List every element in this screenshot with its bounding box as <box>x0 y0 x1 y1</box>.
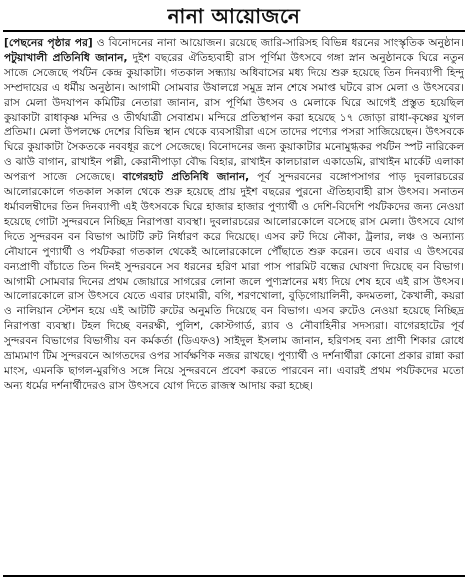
body-text: ও বিনোদনের নানা আয়োজন। রয়েছে জারি-সারিসহ বিভিন্ন ধরনের সাংস্কৃতিক অনুষ্ঠান। <box>92 37 464 49</box>
body-text: দুইশ বছরের ঐতিহ্যবাহী রাস পূর্ণিমা উৎসবে গঙ্গা স্নান অনুষ্ঠানকে ঘিরে নতুন সাজে সেজেছে পর্যটন কেন্দ্র কুয়াকাটা। গতকাল সন্ধ্যায় অধিবাসের মধ্য দিয়ে শুরু হয়েছে তিন দিনব্যাপী হিন্দু সম্প্রদায়ের এ ধর্মীয় অনুষ্ঠান। আগামী সোমবার উষালগ্নে সমুদ্র স্নান শেষে সমাপ্ত ঘটবে রাস মেলা ও উৎসবের। রাস মেলা উদযাপন কমিটির নেতারা জানান, রাস পূর্ণিমা উৎসব ও মেলাকে ঘিরে আগেই প্রস্তুত হয়েছিল কুয়াকাটা রাধাকৃষ্ণ মন্দির ও তীর্থযাত্রী সেবাশ্রম। মন্দিরে প্রতিস্থাপন করা হয়েছে ১৭ জোড়া রাধা-কৃষ্ণের যুগল প্রতিমা। মেলা উপলক্ষে দেশের বিভিন্ন স্থান থেকে ব্যবসায়ীরা এসে তাদের পণ্যের পসরা সাজিয়েছেন। উৎসবকে ঘিরে কুয়াকাটা সৈকতকে নববধূর রূপে সেজেছে। বিনোদনের জন্য কুয়াকাটার মনোমুগ্ধকর পর্যটন স্পট নারিকেল ও ঝাউ বাগান, রাখাইন পল্লী, কেরানীপাড়া বৌদ্ধ বিহার, রাখাইন কালচারাল একাডেমি, রাখাইন মার্কেট এলাকা অপরূপ সাজে সেজেছে। <box>4 51 464 184</box>
bold-lead-text: [পেছনের পৃষ্ঠার পর] <box>4 37 93 49</box>
bottom-divider <box>3 575 465 577</box>
body-text: পূর্ব সুন্দরবনের বঙ্গোপসাগর পাড় দুবলারচরের আলোরকোলে গতকাল সকাল থেকে শুরু হয়েছে প্রায় দুইশ বছরের পুরনো ঐতিহ্যবাহী রাস উৎসব। সনাতন ধর্মাবলম্বীদের তিন দিনব্যাপী এই উৎসবকে ঘিরে হাজার হাজার পুণ্যার্থী ও দেশি-বিদেশি পর্যটকদের জন্য নেওয়া হয়েছে গোটা সুন্দরবনে নিচ্ছিদ্র নিরাপত্তা ব্যবস্থা। দুবলারচরের আলোরকোলে বসেছে রাস মেলা। উৎসবে যোগ দিতে সুন্দরবন বন বিভাগ আটটি রুট নির্ধারণ করে দিয়েছে। এসব রুট দিয়ে নৌকা, ট্রলার, লঞ্চ ও অন্যান্য নৌযানে পুণ্যার্থী ও পর্যটকরা গতকাল থেকেই আলোরকোলে পৌঁছাতে শুরু করেন। তবে এবার এ উৎসবের বন্যপ্রাণী বাঁচাতে তিন দিনই সুন্দরবনে সব ধরনের হরিণ মারা পাস পারমিট বন্ধের ঘোষণা দিয়েছে বন বিভাগ। আগামী সোমবার দিনের প্রথম জোয়ারে সাগরের লোনা জলে পুণ্যস্নানের মধ্য দিয়ে শেষ হবে এই রাস উৎসব। আলোরকোলে রাস উৎসবে যেতে এবার ঢাংমারী, বগি, শরণখোলা, বুড়িগোয়ালিনী, কদমতলা, কৈখালী, কয়রা ও নালিয়ান স্টেশন হয়ে এই আটটি রুটের অনুমতি দিয়েছে বন বিভাগ। এসব রুটেও নেওয়া হয়েছে নিচ্ছিদ্র নিরাপত্তা ব্যবস্থা। টহল দিচ্ছে বনরক্ষী, পুলিশ, কোস্টগার্ড, র‍্যাব ও নৌবাহিনীর সদস্যরা। বাগেরহাটের পূর্ব সুন্দরবন বিভাগের বিভাগীয় বন কর্মকর্তা (ডিএফও) সাইদুল ইসলাম জানান, হরিণসহ বন্য প্রাণী শিকার রোধে ভ্রাম্যমাণ টিম সুন্দরবনে আগতদের ওপর সার্বক্ষণিক নজর রাখছে। পুণ্যার্থী ও দর্শনার্থীরা কোনো প্রকার রান্না করা মাংস, এমনকি ছাগল-মুরগিও সঙ্গে নিয়ে সুন্দরবনে প্রবেশ করতে পারবেন না। এবারই প্রথম পর্যটকদের মতো অন্য ধর্মের দর্শনার্থীদেরও রাস উৎসবে যোগ দিতে রাজস্ব আদায় করা হচ্ছে। <box>4 171 464 392</box>
bold-lead-text: বাগেরহাট প্রতিনিধি জানান, <box>122 171 250 184</box>
bold-lead-text: পটুয়াখালী প্রতিনিধি জানান, <box>4 51 128 64</box>
article-paragraph <box>4 36 464 394</box>
top-divider <box>3 30 465 32</box>
headline: নানা আয়োজনে <box>167 4 301 28</box>
article-body <box>4 36 464 572</box>
